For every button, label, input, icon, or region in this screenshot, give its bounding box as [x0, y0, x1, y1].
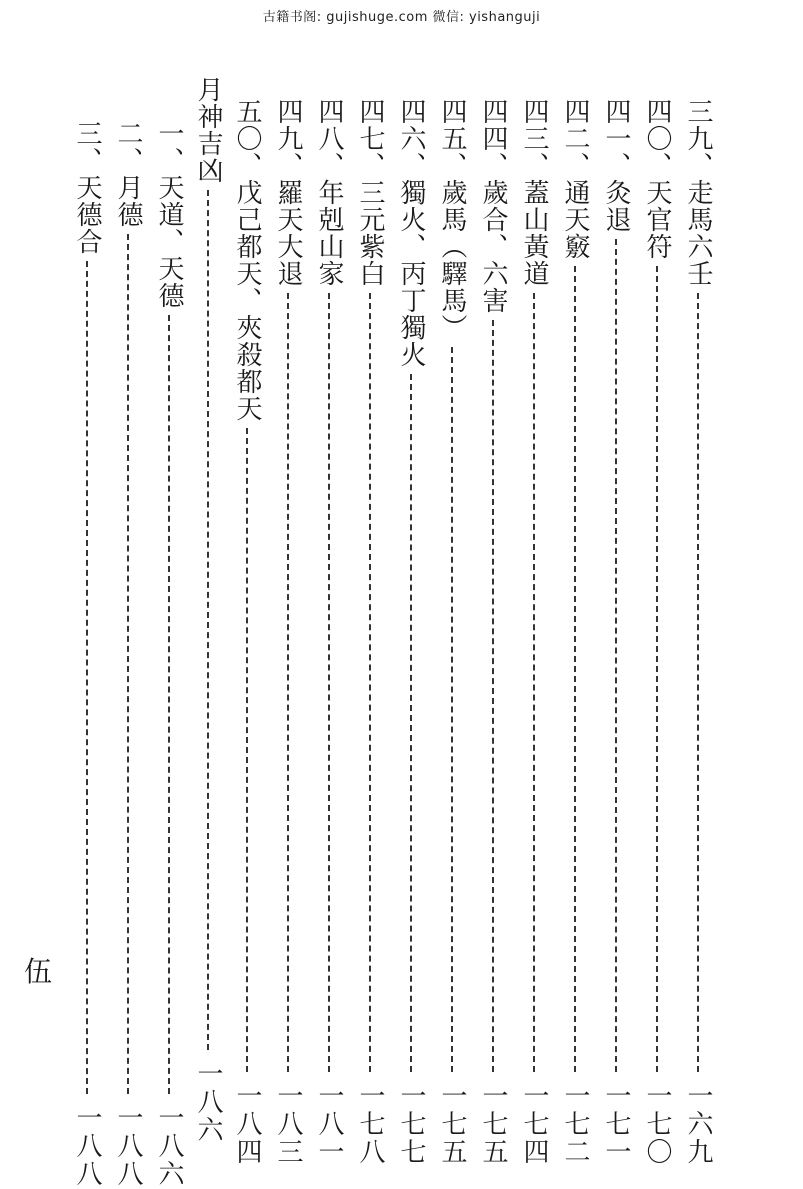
entry-page: 一七一 [601, 1082, 631, 1166]
entry-page: 一七五 [478, 1082, 508, 1166]
entry-title: 四六、獨火、丙丁獨火 [396, 98, 426, 368]
folio-number: 伍 [24, 955, 53, 988]
toc-entry [476, 98, 510, 1166]
entry-page: 一七五 [437, 1082, 467, 1166]
dashed-leader [697, 293, 699, 1072]
entry-title: 二、月德 [113, 120, 143, 228]
toc-entry [353, 98, 387, 1166]
dashed-leader [86, 261, 88, 1094]
watermark: 古籍书阁: gujishuge.com 微信: yishanguji [262, 10, 541, 25]
dashed-leader [328, 293, 330, 1072]
dashed-leader [168, 315, 170, 1094]
dashed-leader [287, 293, 289, 1072]
entry-page: 一七〇 [642, 1082, 672, 1166]
dashed-leader [207, 190, 209, 1050]
entry-page: 一八三 [273, 1082, 303, 1166]
dashed-leader [615, 239, 617, 1072]
dashed-leader [369, 293, 371, 1072]
toc-entry [111, 120, 145, 1188]
dashed-leader [656, 266, 658, 1072]
entry-title: 四五、歲馬︵驛馬︶ [437, 98, 467, 341]
entry-page: 一八六 [154, 1104, 184, 1188]
entry-title: 四三、蓋山黃道 [519, 98, 549, 287]
entry-title: 四九、羅天大退 [273, 98, 303, 287]
dashed-leader [574, 266, 576, 1072]
toc-entry [152, 120, 186, 1188]
entry-page: 一八八 [72, 1104, 102, 1188]
toc-entry [640, 98, 674, 1166]
entry-title: 一、天道、天德 [154, 120, 184, 309]
entry-page: 一八八 [113, 1104, 143, 1188]
entry-title: 四一、灸退 [601, 98, 631, 233]
dashed-leader [492, 320, 494, 1072]
toc-section-heading [191, 76, 225, 1144]
toc-entry [230, 98, 264, 1166]
entry-title: 三九、走馬六壬 [683, 98, 713, 287]
toc-entry [70, 120, 104, 1188]
entry-title: 三、天德合 [72, 120, 102, 255]
dashed-leader [246, 428, 248, 1072]
entry-title: 四四、歲合、六害 [478, 98, 508, 314]
entry-page: 一七四 [519, 1082, 549, 1166]
entry-page: 一八一 [314, 1082, 344, 1166]
entry-page: 一六九 [683, 1082, 713, 1166]
toc-entry [599, 98, 633, 1166]
toc-entry [394, 98, 428, 1166]
entry-page: 一七七 [396, 1082, 426, 1166]
entry-title: 四八、年剋山家 [314, 98, 344, 287]
dashed-leader [533, 293, 535, 1072]
entry-page: 一八六 [193, 1060, 223, 1144]
entry-page: 一七八 [355, 1082, 385, 1166]
entry-title: 五〇、戊己都天、夾殺都天 [232, 98, 262, 422]
entry-title: 月神吉凶 [193, 76, 223, 184]
toc-entry [681, 98, 715, 1166]
dashed-leader [410, 374, 412, 1072]
entry-title: 四〇、天官符 [642, 98, 672, 260]
dashed-leader [451, 347, 453, 1072]
entry-page: 一七二 [560, 1082, 590, 1166]
toc-entry [271, 98, 305, 1166]
entry-title: 四七、三元紫白 [355, 98, 385, 287]
toc-entry [312, 98, 346, 1166]
entry-page: 一八四 [232, 1082, 262, 1166]
toc-entry [435, 98, 469, 1166]
toc-entry [558, 98, 592, 1166]
dashed-leader [127, 234, 129, 1094]
entry-title: 四二、通天竅 [560, 98, 590, 260]
toc-entry [517, 98, 551, 1166]
